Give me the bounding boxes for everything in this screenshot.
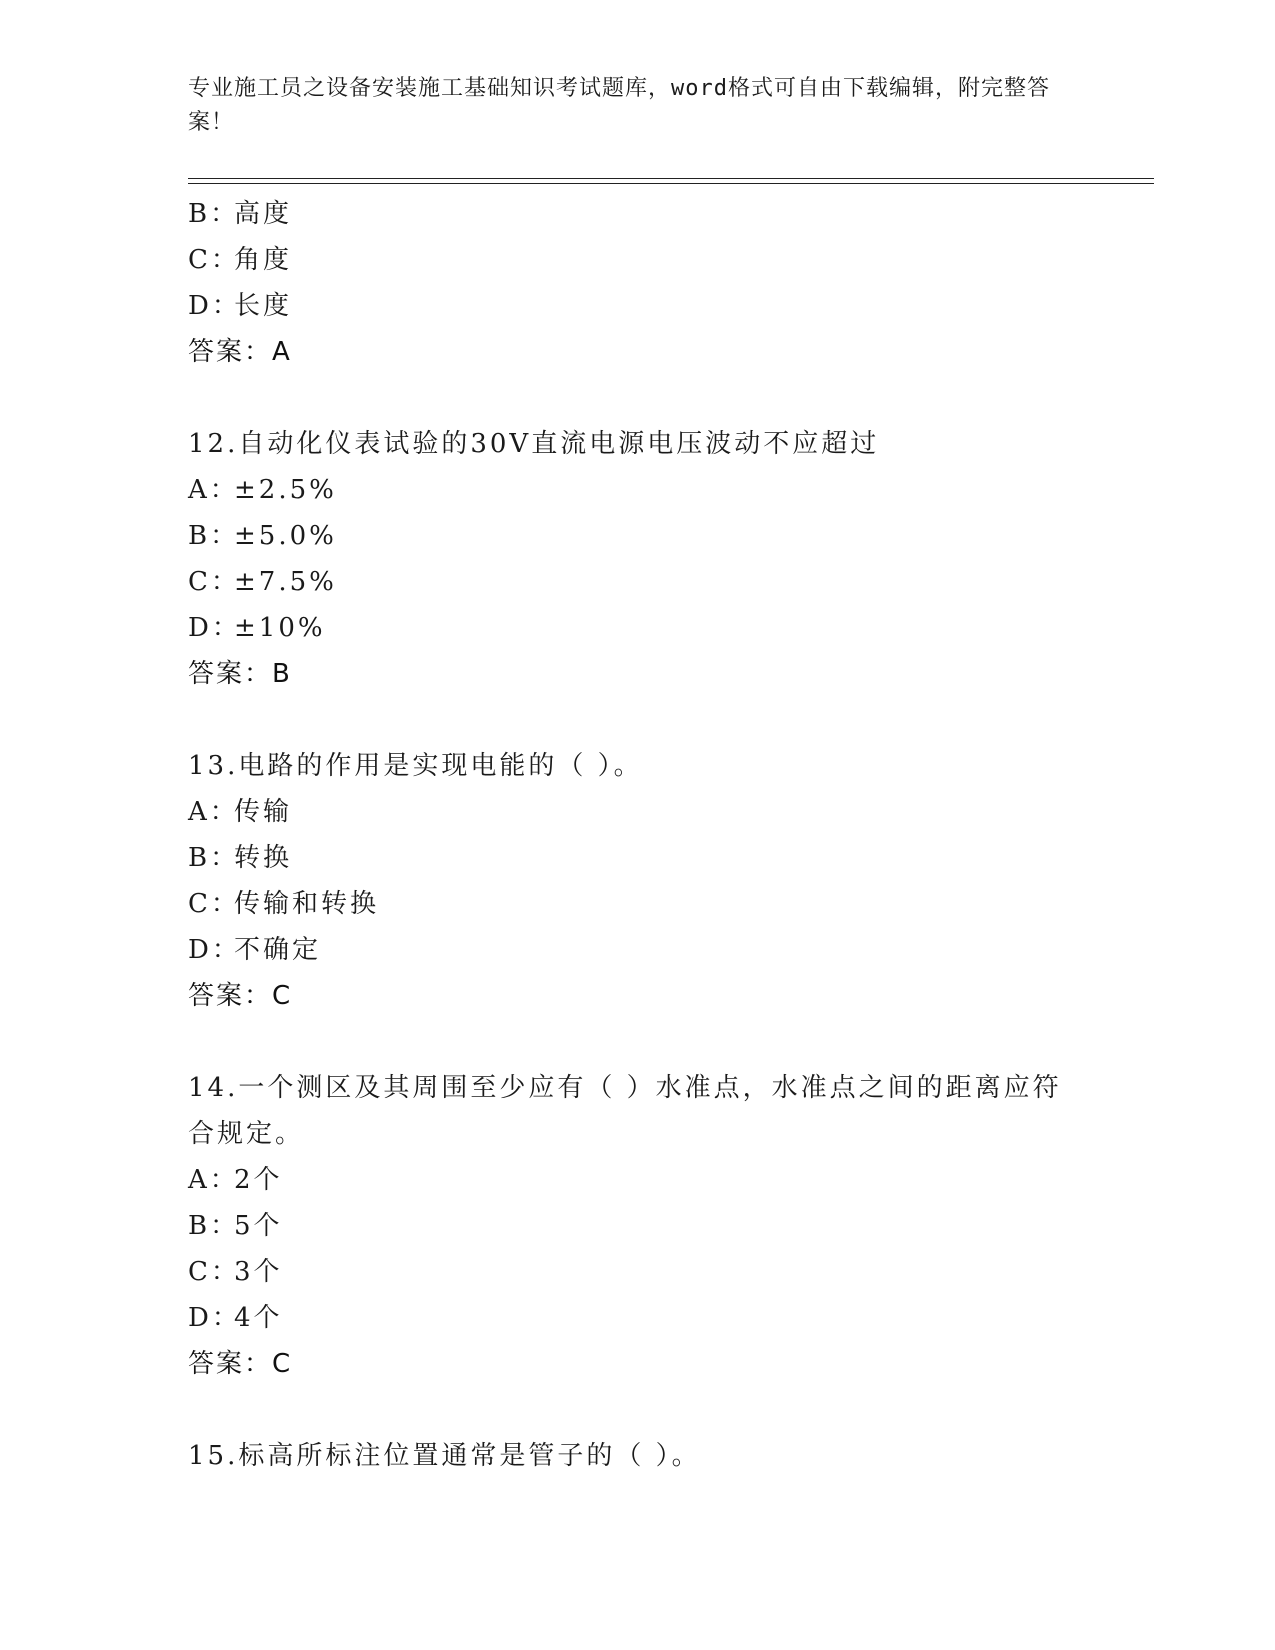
option-letter: A： [188, 475, 239, 505]
option-c [188, 237, 1088, 283]
option-letter: C： [188, 567, 240, 597]
option-b [188, 191, 1088, 237]
option-text: 4个 [234, 1303, 283, 1333]
option-letter: D： [188, 291, 241, 321]
question-13 [188, 743, 1088, 1019]
option-letter: B： [188, 521, 240, 551]
option-letter: C： [188, 1257, 240, 1287]
option-text: ±2.5% [234, 475, 337, 505]
option-letter: B： [188, 199, 240, 229]
question-stem: 12.自动化仪表试验的30V直流电源电压波动不应超过 [188, 429, 880, 459]
option-c [188, 881, 1088, 927]
question-12 [188, 421, 1088, 697]
answer-line: 答案：A [188, 337, 292, 367]
option-text: ±7.5% [234, 567, 337, 597]
document-header-title: 专业施工员之设备安装施工基础知识考试题库，word格式可自由下载编辑，附完整答案！ [188, 76, 1050, 135]
question-stem: 15.标高所标注位置通常是管子的（ ）。 [188, 1441, 701, 1471]
option-text: 长度 [234, 291, 293, 321]
option-letter: D： [188, 1303, 241, 1333]
question-list [188, 191, 1088, 1479]
answer-line: 答案：C [188, 981, 293, 1011]
option-letter: C： [188, 245, 240, 275]
option-text: 角度 [234, 245, 293, 275]
option-text: 5个 [234, 1211, 283, 1241]
option-d [188, 1295, 1088, 1341]
option-d [188, 605, 1088, 651]
answer-line: 答案：B [188, 659, 292, 689]
option-letter: D： [188, 935, 241, 965]
option-text: 传输和转换 [234, 889, 380, 919]
option-text: ±10% [234, 613, 326, 643]
option-letter: A： [188, 1165, 239, 1195]
option-text: ±5.0% [234, 521, 337, 551]
question-stem-line-2: 合规定。 [188, 1119, 305, 1149]
answer-line: 答案：C [188, 1349, 293, 1379]
question-stem: 13.电路的作用是实现电能的（ ）。 [188, 751, 643, 781]
option-text: 高度 [234, 199, 293, 229]
option-d [188, 283, 1088, 329]
option-a [188, 789, 1088, 835]
option-b [188, 835, 1088, 881]
option-letter: B： [188, 1211, 240, 1241]
header-divider-top [188, 178, 1154, 179]
option-text: 不确定 [234, 935, 322, 965]
question-11-continuation [188, 191, 1088, 375]
option-text: 3个 [234, 1257, 283, 1287]
option-c [188, 559, 1088, 605]
question-14 [188, 1065, 1088, 1387]
option-b [188, 1203, 1088, 1249]
option-letter: C： [188, 889, 240, 919]
header-divider-bottom [188, 183, 1154, 184]
option-text: 2个 [234, 1165, 283, 1195]
option-c [188, 1249, 1088, 1295]
option-letter: A： [188, 797, 239, 827]
question-15 [188, 1433, 1088, 1479]
question-stem-line-1: 14.一个测区及其周围至少应有（ ）水准点，水准点之间的距离应符 [188, 1073, 1062, 1103]
option-text: 转换 [234, 843, 293, 873]
option-a [188, 1157, 1088, 1203]
option-letter: D： [188, 613, 241, 643]
option-text: 传输 [234, 797, 293, 827]
option-a [188, 467, 1088, 513]
option-d [188, 927, 1088, 973]
option-b [188, 513, 1088, 559]
option-letter: B： [188, 843, 240, 873]
